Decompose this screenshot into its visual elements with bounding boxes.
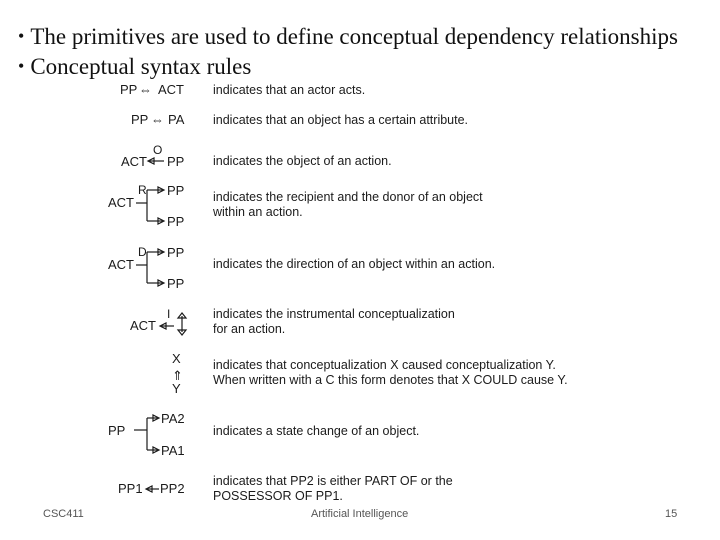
rule-5-top-pp-label: PP xyxy=(167,245,185,260)
rule-9-notation xyxy=(118,481,185,496)
rule-2-right-label: PA xyxy=(168,112,185,127)
rule-4-top-pp-label: PP xyxy=(167,183,185,198)
rule-5-description: indicates the direction of an object within an action. xyxy=(213,257,496,271)
rule-8-description: indicates a state change of an object. xyxy=(213,424,420,438)
rule-2-notation xyxy=(131,112,185,127)
bullet-primitives-text: The primitives are used to define conceptual dependency relationships xyxy=(30,24,678,49)
rule-6-act-label: ACT xyxy=(130,318,156,333)
conceptual-syntax-rules-figure xyxy=(100,80,620,505)
rule-notation-diagrams xyxy=(100,80,210,505)
bullet-syntax-rules-text: Conceptual syntax rules xyxy=(30,54,252,79)
rule-6-notation xyxy=(130,307,186,335)
footer-title: Artificial Intelligence xyxy=(311,508,409,520)
rule-4-bottom-pp-label: PP xyxy=(167,214,185,229)
bullet-dot: • xyxy=(18,26,25,46)
rule-1-right-label: ACT xyxy=(158,82,184,97)
rule-5-bottom-pp-label: PP xyxy=(167,276,185,291)
rule-8-pa2-label: PA2 xyxy=(161,411,185,426)
rule-5-act-label: ACT xyxy=(108,257,134,272)
rule-6-instrument-marker: I xyxy=(167,307,171,321)
footer-page-number: 15 xyxy=(665,508,678,520)
rule-4-notation xyxy=(108,183,184,229)
rule-5-notation xyxy=(108,245,184,291)
footer-course-code: CSC411 xyxy=(43,508,84,520)
rule-1-description: indicates that an actor acts. xyxy=(213,83,366,97)
rule-1-notation xyxy=(120,82,184,97)
bullet-dot: • xyxy=(18,56,25,76)
rule-5-direction-marker: D xyxy=(138,245,147,259)
rule-8-pp-label: PP xyxy=(108,423,126,438)
rule-2-arrow-symbol: ⇔ xyxy=(151,112,164,127)
rule-3-description: indicates the object of an action. xyxy=(213,154,392,168)
rule-4-recipient-marker: R xyxy=(138,183,147,197)
rule-9-description: indicates that PP2 is either PART OF or the POSSESSOR OF PP1. xyxy=(213,474,453,503)
rule-8-notation xyxy=(108,411,185,458)
rule-8-pa1-label: PA1 xyxy=(161,443,185,458)
rule-9-pp1-label: PP1 xyxy=(118,481,143,496)
rule-9-pp2-label: PP2 xyxy=(160,481,185,496)
rule-4-description: indicates the recipient and the donor of an object within an action. xyxy=(213,190,483,219)
rule-7-description: indicates that conceptualization X caused conceptualization Y. When written with a C this form denotes that X COULD cause Y. xyxy=(213,358,568,387)
rule-4-act-label: ACT xyxy=(108,195,134,210)
rule-3-act-label: ACT xyxy=(121,154,147,169)
bullet-syntax-rules xyxy=(18,54,251,80)
rule-3-pp-label: PP xyxy=(167,154,185,169)
rule-7-causal-arrow: ⇑ xyxy=(172,368,183,383)
rule-1-arrow-symbol: ⇔ xyxy=(139,82,152,97)
rule-2-left-label: PP xyxy=(131,112,149,127)
rule-7-y-label: Y xyxy=(172,381,181,396)
rule-1-left-label: PP xyxy=(120,82,138,97)
rule-3-object-marker: O xyxy=(153,143,163,157)
rule-3-notation xyxy=(121,143,184,169)
rule-7-x-label: X xyxy=(172,351,181,366)
rule-6-description: indicates the instrumental conceptualization for an action. xyxy=(213,307,455,336)
rule-7-notation xyxy=(172,351,183,396)
bullet-primitives xyxy=(18,24,678,50)
rule-2-description: indicates that an object has a certain attribute. xyxy=(213,113,469,127)
